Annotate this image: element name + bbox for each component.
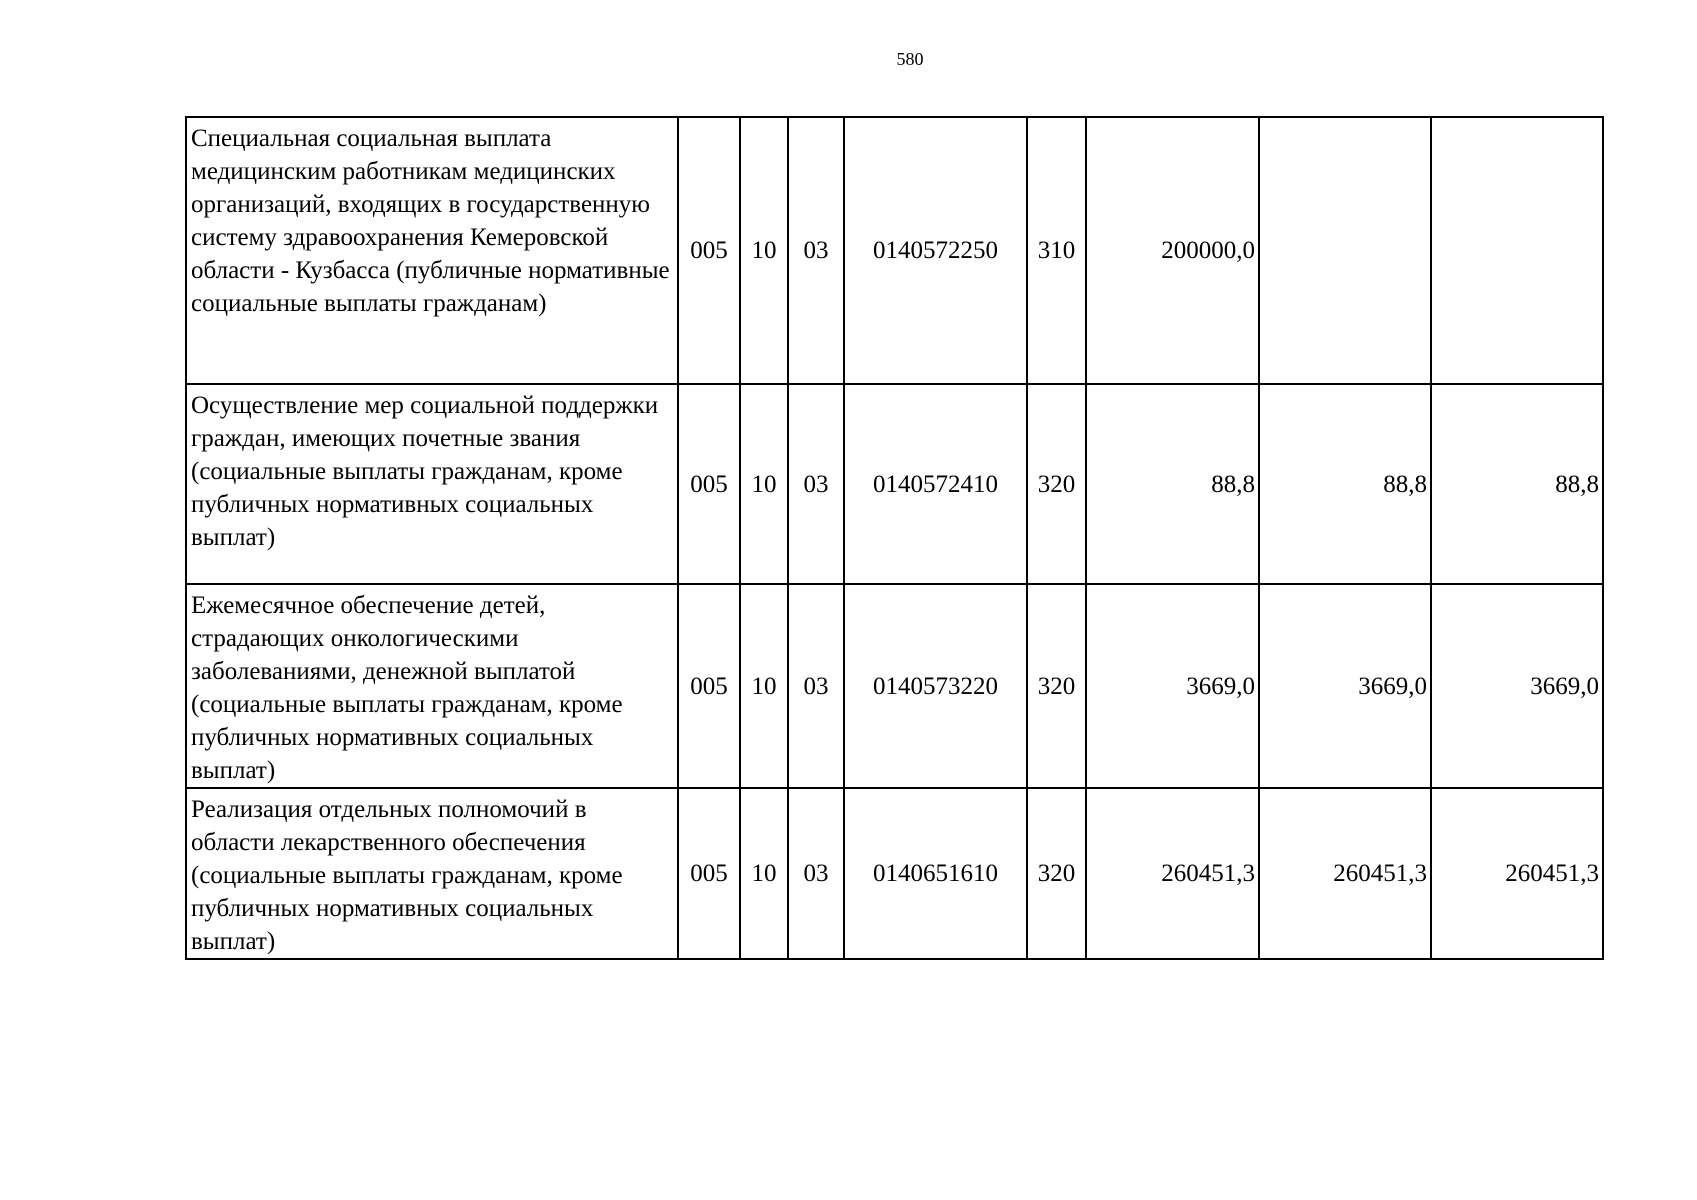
row-description: Реализация отдельных полномочий в области лекарственного обеспечения (социальные выплаты гражданам, кроме публичных нормативных социальных выплат) (186, 788, 678, 959)
amount-3-cell (1431, 117, 1603, 384)
amount-3-cell: 3669,0 (1431, 584, 1603, 788)
ministry-code-cell: 005 (678, 384, 740, 584)
target-article-cell: 0140572250 (844, 117, 1027, 384)
table-row (186, 584, 1603, 788)
section-cell: 10 (740, 584, 788, 788)
expense-type-cell: 320 (1027, 584, 1086, 788)
amount-3-cell: 260451,3 (1431, 788, 1603, 959)
subsection-cell: 03 (788, 788, 844, 959)
section-cell: 10 (740, 117, 788, 384)
page-number: 580 (896, 49, 924, 69)
ministry-code-cell: 005 (678, 584, 740, 788)
expense-type-cell: 310 (1027, 117, 1086, 384)
amount-3-cell: 88,8 (1431, 384, 1603, 584)
amount-2-cell: 88,8 (1259, 384, 1431, 584)
budget-table (185, 116, 1604, 960)
amount-1-cell: 260451,3 (1086, 788, 1259, 959)
ministry-code-cell: 005 (678, 788, 740, 959)
amount-1-cell: 88,8 (1086, 384, 1259, 584)
target-article-cell: 0140572410 (844, 384, 1027, 584)
row-description: Осуществление мер социальной поддержки граждан, имеющих почетные звания (социальные выплаты гражданам, кроме публичных нормативных социальных выплат) (186, 384, 678, 584)
ministry-code-cell: 005 (678, 117, 740, 384)
target-article-cell: 0140573220 (844, 584, 1027, 788)
subsection-cell: 03 (788, 117, 844, 384)
row-description: Специальная социальная выплата медицинским работникам медицинских организаций, входящих в государственную систему здравоохранения Кемеровской области - Кузбасса (публичные нормативные социальные выплаты гражданам) (186, 117, 678, 384)
amount-2-cell: 260451,3 (1259, 788, 1431, 959)
subsection-cell: 03 (788, 584, 844, 788)
table-row (186, 117, 1603, 384)
amount-1-cell: 3669,0 (1086, 584, 1259, 788)
expense-type-cell: 320 (1027, 788, 1086, 959)
amount-1-cell: 200000,0 (1086, 117, 1259, 384)
target-article-cell: 0140651610 (844, 788, 1027, 959)
expense-type-cell: 320 (1027, 384, 1086, 584)
table-row (186, 788, 1603, 959)
amount-2-cell (1259, 117, 1431, 384)
table-row (186, 384, 1603, 584)
row-description: Ежемесячное обеспечение детей, страдающих онкологическими заболеваниями, денежной выплатой (социальные выплаты гражданам, кроме публичных нормативных социальных выплат) (186, 584, 678, 788)
subsection-cell: 03 (788, 384, 844, 584)
section-cell: 10 (740, 788, 788, 959)
section-cell: 10 (740, 384, 788, 584)
amount-2-cell: 3669,0 (1259, 584, 1431, 788)
